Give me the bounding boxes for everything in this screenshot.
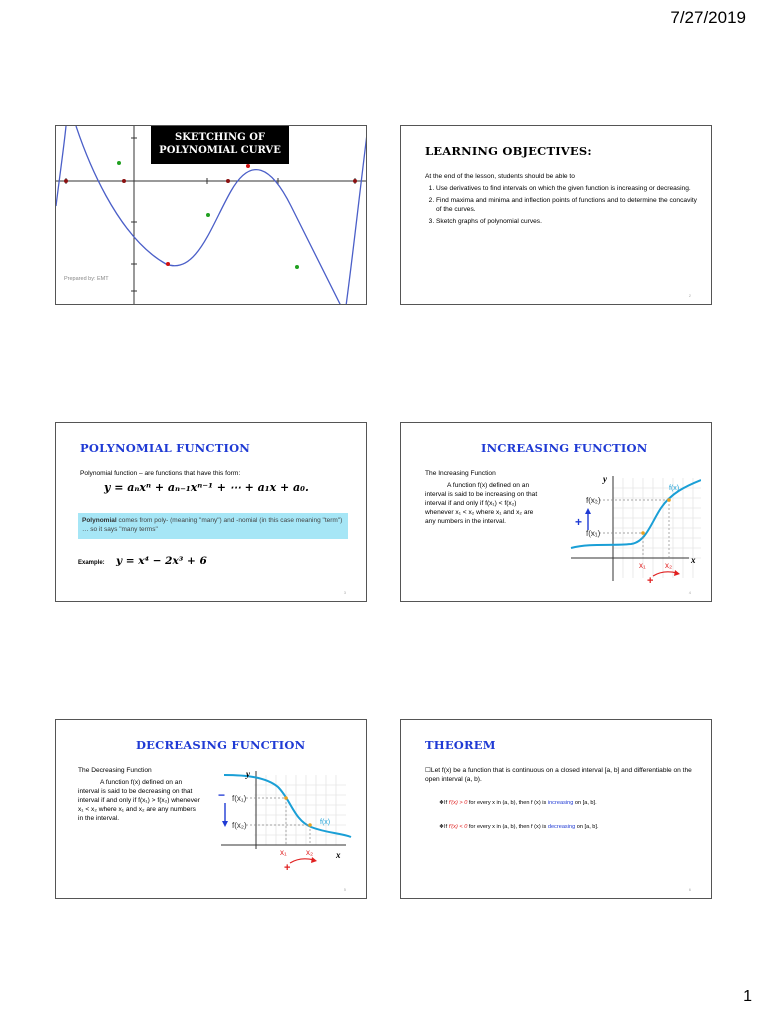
definition-body: A function f(x) defined on an interval is said to be decreasing on that interval if and only if f(x₁) > f(x₂) whenever x₁ < x₂ where x₁ and x₂ are any numbers in the interval. <box>78 779 200 822</box>
theorem-statement <box>425 766 701 784</box>
slide-decreasing-function <box>55 719 367 899</box>
decreasing-graph <box>216 765 356 890</box>
note-bold: Polynomial <box>82 517 117 524</box>
condition-text: f′(x) > 0 <box>448 800 468 806</box>
y-axis-label: y <box>246 769 250 779</box>
subtitle: The Decreasing Function <box>78 767 152 774</box>
page-number: 1 <box>743 988 752 1005</box>
slide-title: DECREASING FUNCTION <box>136 738 306 752</box>
slide-theorem <box>400 719 712 899</box>
definition-text: Polynomial function – are functions that have this form: <box>80 470 241 477</box>
increasing-graph <box>561 468 701 593</box>
fx-label: f(x) <box>669 485 680 492</box>
slide-learning-objectives <box>400 125 712 305</box>
keyword-increasing: increasing <box>547 800 574 806</box>
keyword-decreasing: decreasing <box>547 824 576 830</box>
minus-sign: − <box>218 788 226 802</box>
slide-number: 4 <box>688 590 691 595</box>
definition-body: A function f(x) defined on an interval is said to be increasing on that interval if and only if f(x₁) < f(x₂) whenever x₁ < x₂ where x₁ and x₂ are any numbers in the interval. <box>425 482 538 525</box>
etymology-note <box>78 513 348 539</box>
credit-text: Prepared by: EMT <box>64 276 109 282</box>
fx2-label: f(x₂) <box>586 496 601 505</box>
checkbox-bullet-icon: ☐ <box>425 767 431 774</box>
fx1-label: f(x₁) <box>232 794 247 803</box>
x2-label: x₂ <box>665 561 673 570</box>
slide-title: INCREASING FUNCTION <box>481 441 648 455</box>
bullet-text: for every x in (a, b), then f (x) is <box>467 824 548 830</box>
page-date: 7/27/2019 <box>670 8 746 27</box>
slide-number: 3 <box>343 590 346 595</box>
general-formula: y = aₙxⁿ + aₙ₋₁xⁿ⁻¹ + ⋯ + a₁x + a₀. <box>104 481 309 494</box>
bullet-text: on [a, b]. <box>573 800 597 806</box>
theorem-bullet-decreasing <box>439 824 699 830</box>
note-rest: comes from poly- (meaning "many") and -nomial (in this case meaning "term") … so it says "many terms" <box>82 517 343 533</box>
title-line-2: POLYNOMIAL CURVE <box>159 145 281 156</box>
slide-title: POLYNOMIAL FUNCTION <box>80 441 250 455</box>
objective-item: 2. Find maxima and minima and inflection points of functions and to determine the concavity of the curves. <box>436 196 702 214</box>
objectives-list <box>425 184 702 229</box>
slide-polynomial-function <box>55 422 367 602</box>
bullet-text: for every x in (a, b), then f (x) is <box>467 800 548 806</box>
slide-increasing-function <box>400 422 712 602</box>
objective-item: 1. Use derivatives to find intervals on which the given function is increasing or decreasing. <box>436 184 702 193</box>
example-label: Example: <box>78 560 105 566</box>
statement-text: Let f(x) be a function that is continuous on a closed interval [a, b] and differentiable on the open interval (a, b). <box>425 767 692 783</box>
title-line-1: SKETCHING OF <box>174 132 266 143</box>
slide-title: LEARNING OBJECTIVES: <box>425 144 592 158</box>
slide-number: 5 <box>343 887 346 892</box>
x2-label: x₂ <box>306 848 314 857</box>
bullet-text: If <box>444 800 449 806</box>
slide-title-box <box>151 126 289 164</box>
slide-sketching-polynomial <box>55 125 367 305</box>
slide-number: 6 <box>688 887 691 892</box>
fx-label: f(x) <box>320 819 331 826</box>
slide-title: THEOREM <box>425 738 496 752</box>
bullet-text: on [a, b]. <box>575 824 599 830</box>
diamond-bullet-icon: ❖ <box>439 824 445 830</box>
slide-number: 2 <box>688 293 691 298</box>
x1-label: x₁ <box>639 561 646 570</box>
objectives-intro: At the end of the lesson, students should be able to <box>425 173 575 180</box>
x-axis-label: x <box>336 850 341 860</box>
subtitle: The Increasing Function <box>425 470 496 477</box>
plus-sign: + <box>575 515 583 529</box>
bullet-text: If <box>444 824 449 830</box>
x1-label: x₁ <box>280 848 287 857</box>
fx2-label: f(x₂) <box>232 821 247 830</box>
plus-sign-bottom: + <box>284 862 291 874</box>
theorem-bullet-increasing <box>439 800 699 806</box>
x-axis-label: x <box>691 555 696 565</box>
plus-sign-bottom: + <box>647 575 654 587</box>
y-axis-label: y <box>603 474 607 484</box>
fx1-label: f(x₁) <box>586 529 601 538</box>
condition-text: f′(x) < 0 <box>448 824 468 830</box>
example-formula: y = x⁴ − 2x³ + 6 <box>116 555 207 567</box>
objective-item: 3. Sketch graphs of polynomial curves. <box>436 217 702 226</box>
diamond-bullet-icon: ❖ <box>439 800 445 806</box>
